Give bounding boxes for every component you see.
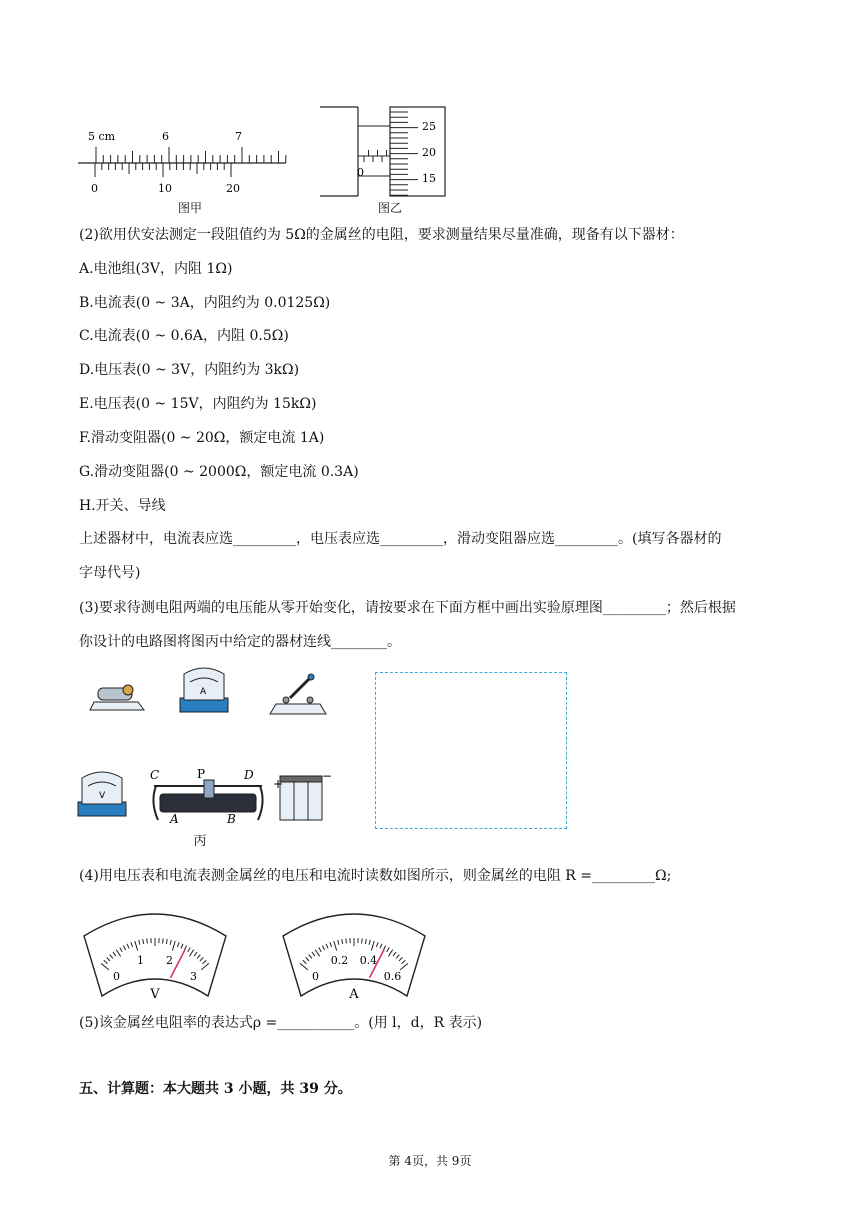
terminal-a: A [170, 812, 179, 826]
page-footer: 第 4页，共 9页 [388, 1154, 472, 1168]
meter-tick-label: 3 [190, 970, 198, 984]
meter-tick-label: 2 [165, 954, 173, 968]
switch-icon [270, 674, 326, 714]
main-scale-label-5cm: 5 cm [88, 130, 116, 143]
question-3-line-2: 你设计的电路图将图丙中给定的器材连线________。 [79, 634, 401, 650]
meter-tick [346, 938, 347, 943]
option-c: C.电流表(0 ~ 0.6A，内阻 0.5Ω) [79, 328, 289, 344]
terminal-c: C [150, 768, 160, 782]
voltmeter-letter: V [99, 791, 106, 801]
equipment-figure [76, 662, 346, 852]
figure-a-caption: 图甲 [177, 201, 202, 215]
rheostat-icon [150, 767, 263, 826]
question-3-line-1: (3)要求待测电阻两端的电压能从零开始变化，请按要求在下面方框中画出实验原理图_________；然后根据 [79, 600, 736, 616]
meter-face [84, 914, 226, 996]
vernier-label-10: 10 [158, 182, 172, 195]
thimble-label-15: 15 [422, 172, 436, 185]
question-2-fill-line-2: 字母代号) [79, 565, 141, 581]
section-5-heading: 五、计算题：本大题共 3 小题，共 39 分。 [79, 1081, 352, 1097]
option-a: A.电池组(3V，内阻 1Ω) [79, 261, 233, 277]
ammeter-dial [279, 900, 429, 1005]
option-f: F.滑动变阻器(0 ~ 20Ω，额定电流 1A) [79, 430, 325, 446]
voltmeter-dial [80, 900, 230, 1005]
meter-tick [362, 938, 363, 943]
vernier-caliper-figure [78, 128, 288, 198]
meter-face [283, 914, 425, 996]
battery-plus-sign: + [273, 777, 284, 791]
battery-icon [273, 769, 332, 820]
thimble-label-20: 20 [422, 146, 436, 159]
option-b: B.电流表(0 ~ 3A，内阻约为 0.0125Ω) [79, 295, 331, 311]
battery-minus-sign: − [322, 769, 333, 783]
ammeter-letter: A [200, 687, 207, 697]
meter-tick-label: 0 [112, 970, 120, 984]
vernier-label-20: 20 [226, 182, 240, 195]
meter-unit-label: V [150, 987, 160, 1002]
meter-tick-label: 0.4 [359, 954, 378, 968]
ammeter-icon [180, 668, 228, 712]
meter-tick-label: 0.2 [330, 954, 349, 968]
sleeve-zero-label: 0 [357, 166, 364, 179]
terminal-b: B [227, 812, 236, 826]
main-scale-label-6: 6 [162, 130, 169, 143]
meter-tick-label: 0 [311, 970, 319, 984]
meter-tick [163, 938, 164, 943]
option-g: G.滑动变阻器(0 ~ 2000Ω，额定电流 0.3A) [79, 464, 359, 480]
question-2-intro: (2)欲用伏安法测定一段阻值约为 5Ω的金属丝的电阻，要求测量结果尽量准确，现备有以下器材： [79, 227, 684, 243]
question-2-fill-line-1: 上述器材中，电流表应选_________，电压表应选_________，滑动变阻器应选_________。(填写各器材的 [79, 531, 722, 547]
meter-unit-label: A [349, 987, 359, 1002]
figure-b-caption: 图乙 [377, 201, 402, 215]
circuit-diagram-answer-box[interactable] [375, 672, 567, 829]
terminal-p: P [197, 767, 206, 781]
option-e: E.电压表(0 ~ 15V，内阻约为 15kΩ) [79, 396, 317, 412]
question-5: (5)该金属丝电阻率的表达式ρ =___________。(用 l，d，R 表示) [79, 1015, 483, 1031]
option-h: H.开关、导线 [79, 498, 166, 514]
figure-c-caption: 丙 [193, 834, 207, 849]
terminal-d: D [244, 768, 254, 782]
voltmeter-icon [78, 772, 126, 816]
meter-tick [147, 938, 148, 943]
main-scale-label-7: 7 [235, 130, 242, 143]
resistor-wire-icon [90, 685, 144, 710]
thimble-label-25: 25 [422, 120, 436, 133]
micrometer-figure [320, 104, 470, 199]
option-d: D.电压表(0 ~ 3V，内阻约为 3kΩ) [79, 362, 300, 378]
question-4: (4)用电压表和电流表测金属丝的电压和电流时读数如图所示，则金属丝的电阻 R =_________Ω; [79, 868, 672, 884]
meter-tick-label: 0.6 [383, 970, 402, 984]
vernier-label-0: 0 [91, 182, 98, 195]
meter-tick-label: 1 [137, 954, 145, 968]
